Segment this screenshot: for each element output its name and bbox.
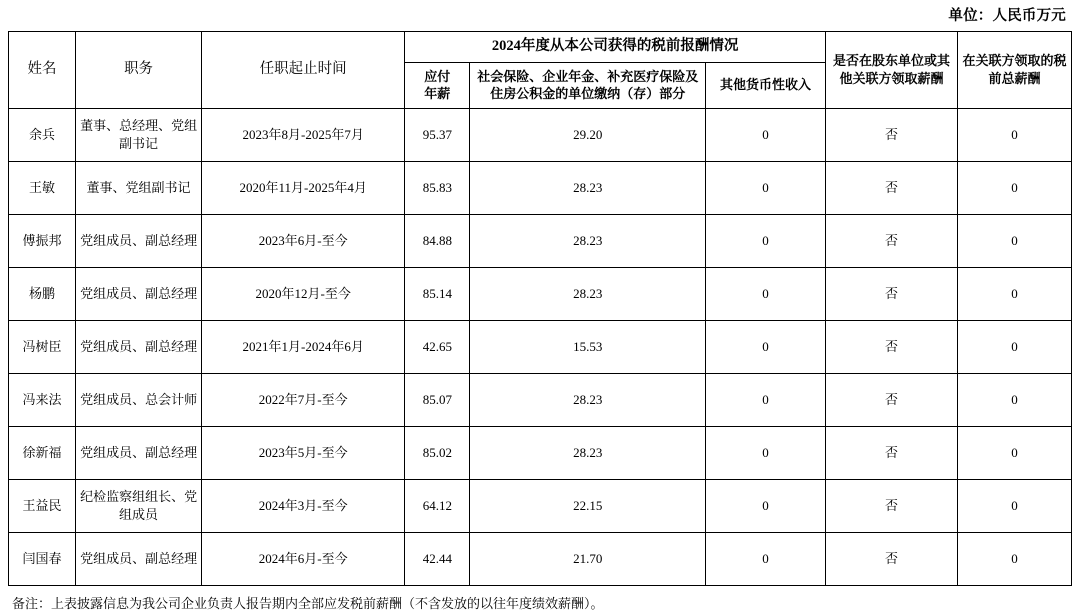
cell-insurance: 28.23 <box>470 161 706 214</box>
cell-from-shareholder: 否 <box>826 320 958 373</box>
table-row <box>9 214 1072 267</box>
header-related-total: 在关联方领取的税前总薪酬 <box>958 32 1072 109</box>
cell-position: 党组成员、副总经理 <box>76 532 202 585</box>
table-row <box>9 267 1072 320</box>
cell-tenure: 2022年7月-至今 <box>202 373 405 426</box>
cell-other-income: 0 <box>706 320 826 373</box>
cell-insurance: 22.15 <box>470 479 706 532</box>
executive-compensation-table <box>8 31 1072 586</box>
cell-related-total: 0 <box>958 373 1072 426</box>
cell-position: 党组成员、总会计师 <box>76 373 202 426</box>
cell-from-shareholder: 否 <box>826 108 958 161</box>
cell-payable-annual: 95.37 <box>405 108 470 161</box>
cell-from-shareholder: 否 <box>826 532 958 585</box>
cell-payable-annual: 42.44 <box>405 532 470 585</box>
table-row <box>9 373 1072 426</box>
table-body <box>9 108 1072 585</box>
cell-other-income: 0 <box>706 479 826 532</box>
header-name: 姓名 <box>9 32 76 109</box>
cell-from-shareholder: 否 <box>826 426 958 479</box>
cell-position: 党组成员、副总经理 <box>76 214 202 267</box>
cell-insurance: 28.23 <box>470 373 706 426</box>
header-compensation-group: 2024年度从本公司获得的税前报酬情况 <box>405 32 826 63</box>
cell-from-shareholder: 否 <box>826 161 958 214</box>
cell-tenure: 2023年6月-至今 <box>202 214 405 267</box>
cell-insurance: 28.23 <box>470 267 706 320</box>
cell-from-shareholder: 否 <box>826 214 958 267</box>
table-row <box>9 479 1072 532</box>
cell-insurance: 28.23 <box>470 214 706 267</box>
unit-note: 单位：人民币万元 <box>948 8 1066 24</box>
table-footnote: 备注：上表披露信息为我公司企业负责人报告期内全部应发税前薪酬（不含发放的以往年度绩效薪酬）。 <box>12 595 604 611</box>
cell-payable-annual: 85.83 <box>405 161 470 214</box>
cell-other-income: 0 <box>706 532 826 585</box>
cell-related-total: 0 <box>958 161 1072 214</box>
cell-other-income: 0 <box>706 426 826 479</box>
cell-name: 傅振邦 <box>9 214 76 267</box>
cell-payable-annual: 84.88 <box>405 214 470 267</box>
cell-tenure: 2024年6月-至今 <box>202 532 405 585</box>
table-row <box>9 426 1072 479</box>
header-other-income: 其他货币性收入 <box>706 62 826 108</box>
cell-position: 董事、总经理、党组副书记 <box>76 108 202 161</box>
cell-payable-annual: 85.14 <box>405 267 470 320</box>
table-row <box>9 320 1072 373</box>
cell-name: 冯来法 <box>9 373 76 426</box>
table-row <box>9 108 1072 161</box>
cell-payable-annual: 85.02 <box>405 426 470 479</box>
table-header <box>9 32 1072 109</box>
cell-position: 党组成员、副总经理 <box>76 320 202 373</box>
cell-name: 余兵 <box>9 108 76 161</box>
cell-tenure: 2023年5月-至今 <box>202 426 405 479</box>
cell-position: 董事、党组副书记 <box>76 161 202 214</box>
cell-name: 闫国春 <box>9 532 76 585</box>
cell-related-total: 0 <box>958 532 1072 585</box>
cell-related-total: 0 <box>958 479 1072 532</box>
cell-tenure: 2021年1月-2024年6月 <box>202 320 405 373</box>
cell-related-total: 0 <box>958 320 1072 373</box>
cell-name: 杨鹏 <box>9 267 76 320</box>
cell-insurance: 21.70 <box>470 532 706 585</box>
cell-tenure: 2020年11月-2025年4月 <box>202 161 405 214</box>
cell-related-total: 0 <box>958 108 1072 161</box>
cell-name: 王敏 <box>9 161 76 214</box>
cell-other-income: 0 <box>706 267 826 320</box>
cell-related-total: 0 <box>958 214 1072 267</box>
cell-insurance: 15.53 <box>470 320 706 373</box>
cell-insurance: 29.20 <box>470 108 706 161</box>
header-position: 职务 <box>76 32 202 109</box>
cell-payable-annual: 85.07 <box>405 373 470 426</box>
cell-payable-annual: 64.12 <box>405 479 470 532</box>
cell-payable-annual: 42.65 <box>405 320 470 373</box>
header-tenure: 任职起止时间 <box>202 32 405 109</box>
table-row <box>9 161 1072 214</box>
cell-related-total: 0 <box>958 267 1072 320</box>
cell-other-income: 0 <box>706 161 826 214</box>
cell-insurance: 28.23 <box>470 426 706 479</box>
cell-other-income: 0 <box>706 214 826 267</box>
cell-tenure: 2023年8月-2025年7月 <box>202 108 405 161</box>
header-from-shareholder: 是否在股东单位或其他关联方领取薪酬 <box>826 32 958 109</box>
table-header-row-1 <box>9 32 1072 63</box>
cell-tenure: 2024年3月-至今 <box>202 479 405 532</box>
cell-position: 纪检监察组组长、党组成员 <box>76 479 202 532</box>
cell-name: 王益民 <box>9 479 76 532</box>
cell-other-income: 0 <box>706 373 826 426</box>
cell-from-shareholder: 否 <box>826 479 958 532</box>
table-row <box>9 532 1072 585</box>
cell-from-shareholder: 否 <box>826 373 958 426</box>
cell-from-shareholder: 否 <box>826 267 958 320</box>
cell-tenure: 2020年12月-至今 <box>202 267 405 320</box>
cell-name: 冯树臣 <box>9 320 76 373</box>
cell-name: 徐新福 <box>9 426 76 479</box>
header-insurance: 社会保险、企业年金、补充医疗保险及住房公积金的单位缴纳（存）部分 <box>470 62 706 108</box>
cell-position: 党组成员、副总经理 <box>76 267 202 320</box>
cell-related-total: 0 <box>958 426 1072 479</box>
header-payable-annual: 应付 年薪 <box>405 62 470 108</box>
cell-position: 党组成员、副总经理 <box>76 426 202 479</box>
cell-other-income: 0 <box>706 108 826 161</box>
